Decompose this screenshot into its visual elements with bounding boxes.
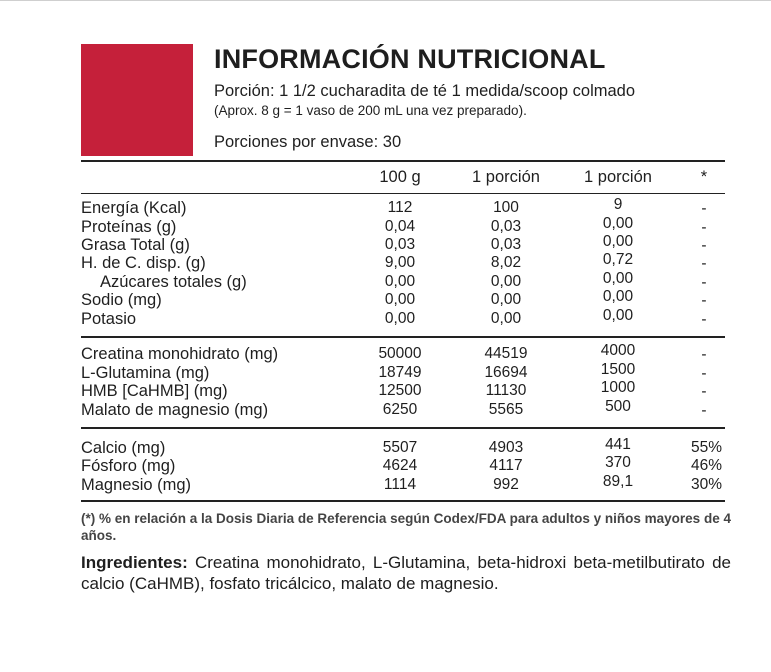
top-divider <box>0 0 771 1</box>
row-value-percent: - <box>701 365 707 382</box>
row-value-100g: 9,00 <box>384 254 416 271</box>
row-value-portion-2: 0,00 <box>602 215 634 232</box>
row-value-100g: 0,03 <box>384 236 416 253</box>
row-value-portion: 8,02 <box>490 254 522 271</box>
row-value-100g: 112 <box>387 199 413 216</box>
row-value-portion-2: 0,00 <box>602 307 634 324</box>
row-value-portion: 0,00 <box>490 310 522 327</box>
row-value-portion-2: 441 <box>605 436 631 453</box>
row-value-100g: 50000 <box>378 345 422 362</box>
row-value-portion: 4903 <box>488 439 524 456</box>
row-value-portion: 0,03 <box>490 236 522 253</box>
row-value-100g: 0,04 <box>384 218 416 235</box>
section-rule <box>81 336 725 338</box>
row-value-percent: - <box>701 255 707 272</box>
row-value-portion-2: 1500 <box>600 361 636 378</box>
row-label: Magnesio (mg) <box>81 476 192 494</box>
row-value-portion: 11130 <box>485 382 527 399</box>
row-label: Creatina monohidrato (mg) <box>81 345 279 363</box>
brand-color-swatch <box>81 44 193 156</box>
header-rule <box>81 193 725 194</box>
servings-per-container: Porciones por envase: 30 <box>214 133 402 151</box>
row-value-percent: - <box>701 200 707 217</box>
row-label: Azúcares totales (g) <box>100 273 247 291</box>
footnote: (*) % en relación a la Dosis Diaria de Referencia según Codex/FDA para adultos y niños mayores de 4 años. <box>81 511 731 543</box>
row-value-percent: - <box>701 346 707 363</box>
row-value-portion: 44519 <box>484 345 528 362</box>
row-value-100g: 0,00 <box>384 310 416 327</box>
row-label: Malato de magnesio (mg) <box>81 401 269 419</box>
row-label: Potasio <box>81 310 137 328</box>
portion-size: Porción: 1 1/2 cucharadita de té 1 medida/scoop colmado <box>214 82 636 100</box>
row-value-portion-2: 0,00 <box>602 233 634 250</box>
row-value-percent: - <box>701 237 707 254</box>
row-label: H. de C. disp. (g) <box>81 254 206 272</box>
row-value-100g: 1114 <box>383 476 417 493</box>
row-label: HMB [CaHMB] (mg) <box>81 382 228 400</box>
row-value-portion-2: 0,00 <box>602 288 634 305</box>
row-value-100g: 12500 <box>378 382 422 399</box>
row-value-portion: 16694 <box>484 364 528 381</box>
ingredients-paragraph <box>81 552 731 594</box>
row-value-100g: 5507 <box>382 439 418 456</box>
portion-approx: (Aprox. 8 g = 1 vaso de 200 mL una vez preparado). <box>214 103 527 118</box>
row-value-portion-2: 9 <box>613 196 623 213</box>
row-value-percent: - <box>701 292 707 309</box>
row-value-portion: 0,00 <box>490 291 522 308</box>
table-bottom-rule <box>81 500 725 502</box>
row-value-percent: - <box>701 274 707 291</box>
row-label: Fósforo (mg) <box>81 457 176 475</box>
row-value-100g: 0,00 <box>384 273 416 290</box>
row-label: L-Glutamina (mg) <box>81 364 210 382</box>
row-value-100g: 4624 <box>382 457 418 474</box>
section-rule <box>81 427 725 429</box>
row-value-percent: 46% <box>690 457 722 474</box>
page-title: INFORMACIÓN NUTRICIONAL <box>214 44 606 74</box>
row-label: Proteínas (g) <box>81 218 177 236</box>
col-header-portion: 1 porción <box>472 168 540 186</box>
row-label: Grasa Total (g) <box>81 236 190 254</box>
row-value-percent: - <box>701 402 707 419</box>
ingredients-text: Creatina monohidrato, L-Glutamina, beta-hidroxi beta-metilbutirato de calcio (CaHMB), fosfato tricálcico, malato de magnesio. <box>81 553 731 593</box>
row-value-portion: 992 <box>493 476 519 493</box>
row-value-percent: 30% <box>690 476 722 493</box>
row-label: Calcio (mg) <box>81 439 166 457</box>
row-value-portion-2: 0,00 <box>602 270 634 287</box>
row-label: Sodio (mg) <box>81 291 162 309</box>
row-value-portion-2: 1000 <box>600 379 636 396</box>
row-value-portion-2: 370 <box>605 454 631 471</box>
row-value-portion-2: 89,1 <box>602 473 634 490</box>
col-header-portion-2: 1 porción <box>584 168 652 186</box>
row-value-100g: 0,00 <box>384 291 416 308</box>
row-label: Energía (Kcal) <box>81 199 187 217</box>
row-value-percent: 55% <box>690 439 722 456</box>
row-value-percent: - <box>701 311 707 328</box>
row-value-100g: 6250 <box>382 401 418 418</box>
row-value-percent: - <box>701 383 707 400</box>
table-top-rule <box>81 160 725 162</box>
row-value-percent: - <box>701 219 707 236</box>
row-value-portion: 0,00 <box>490 273 522 290</box>
row-value-portion-2: 0,72 <box>602 251 634 268</box>
col-header-100g: 100 g <box>379 168 421 186</box>
row-value-100g: 18749 <box>378 364 422 381</box>
row-value-portion: 0,03 <box>490 218 522 235</box>
row-value-portion-2: 4000 <box>600 342 636 359</box>
row-value-portion: 4117 <box>489 457 523 474</box>
col-header-percent: * <box>700 168 708 186</box>
ingredients-label: Ingredientes: <box>81 553 188 572</box>
row-value-portion-2: 500 <box>605 398 631 415</box>
row-value-portion: 5565 <box>488 401 524 418</box>
row-value-portion: 100 <box>493 199 519 216</box>
